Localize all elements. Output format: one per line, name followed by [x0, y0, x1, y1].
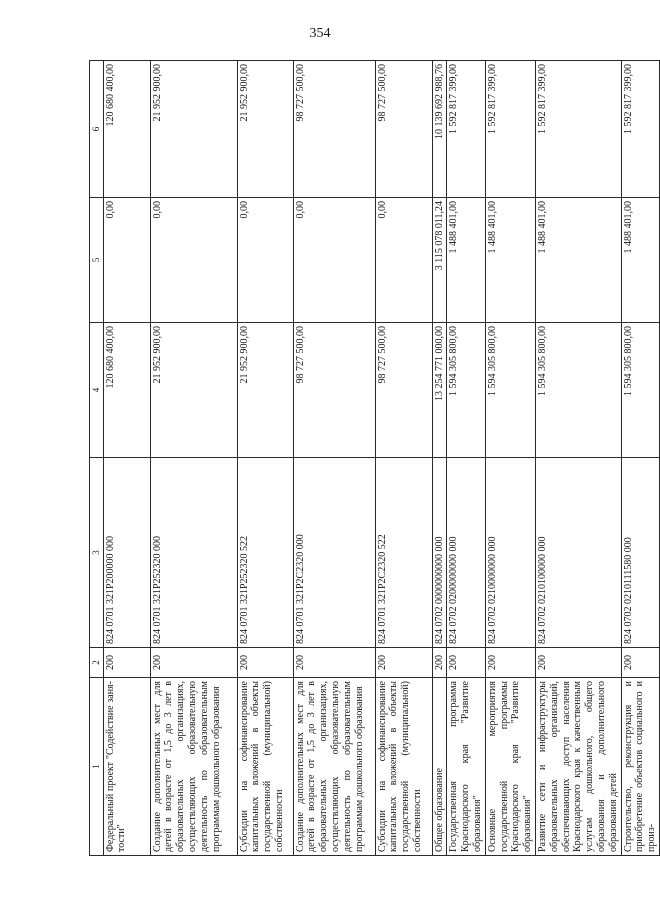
row-total-cell: 120 680 400,00 [103, 61, 150, 198]
row-code-cell: 824 0702 0000000000 000 [432, 458, 447, 648]
row-amount-cell: 1 594 305 800,00 [447, 323, 485, 458]
table-row [432, 61, 447, 856]
row-total-cell: 98 727 500,00 [375, 61, 432, 198]
header-cell: 1 [90, 678, 104, 856]
table-row [621, 61, 659, 856]
row-name-cell: Общее образование [432, 678, 447, 856]
row-col2-cell: 200 [237, 648, 293, 678]
table-row [150, 61, 237, 856]
row-total-cell: 21 952 900,00 [150, 61, 237, 198]
table-row [103, 61, 150, 856]
row-code-cell: 824 0702 0200000000 000 [447, 458, 485, 648]
row-total-cell: 1 592 817 399,00 [621, 61, 659, 198]
header-cell: 5 [90, 198, 104, 323]
header-cell: 4 [90, 323, 104, 458]
rotated-table-container [89, 61, 658, 856]
row-amount-cell: 1 594 305 800,00 [535, 323, 621, 458]
row-code-cell: 824 0701 321P200000 000 [103, 458, 150, 648]
row-amount-cell: 21 952 900,00 [150, 323, 237, 458]
row-name-cell: Государственная программа Краснодарского края "Развитие образования" [447, 678, 485, 856]
budget-table [89, 60, 660, 856]
row-code-cell: 824 0701 321P252320 522 [237, 458, 293, 648]
row-change-cell: 3 115 078 011,24 [432, 198, 447, 323]
row-code-cell: 824 0702 0210111580 000 [621, 458, 659, 648]
table-row [293, 61, 375, 856]
row-total-cell: 1 592 817 399,00 [447, 61, 485, 198]
row-code-cell: 824 0701 321P2C2320 522 [375, 458, 432, 648]
row-name-cell: Создание дополнительных мест для детей в возрасте от 1,5 до 3 лет в образовательных организациях, осуществляющих образовательную деятельность по образовательным программам дошкольного образования [150, 678, 237, 856]
row-col2-cell: 200 [535, 648, 621, 678]
row-amount-cell: 1 594 305 800,00 [621, 323, 659, 458]
header-cell: 6 [90, 61, 104, 198]
row-change-cell: 1 488 401,00 [535, 198, 621, 323]
table-row [237, 61, 293, 856]
page-number: 354 [309, 26, 331, 41]
row-change-cell: 0,00 [375, 198, 432, 323]
row-total-cell: 1 592 817 399,00 [535, 61, 621, 198]
row-change-cell: 1 488 401,00 [447, 198, 485, 323]
row-name-cell: Субсидии на софинансирование капитальных вложений в объекты государственной (муниципальной) собственности [237, 678, 293, 856]
row-change-cell: 1 488 401,00 [621, 198, 659, 323]
row-amount-cell: 13 254 771 000,00 [432, 323, 447, 458]
table-row [485, 61, 535, 856]
row-col2-cell: 200 [103, 648, 150, 678]
table-row [447, 61, 485, 856]
row-change-cell: 0,00 [150, 198, 237, 323]
row-code-cell: 824 0702 0210100000 000 [535, 458, 621, 648]
row-name-cell: Создание дополнительных мест для детей в возрасте от 1,5 до 3 лет в образовательных организациях, осуществляющих образовательную деятельность по образовательным программам дошкольного образования [293, 678, 375, 856]
row-change-cell: 1 488 401,00 [485, 198, 535, 323]
row-total-cell: 21 952 900,00 [237, 61, 293, 198]
row-name-cell: Федеральный проект "Содействие заня-тости" [103, 678, 150, 856]
row-amount-cell: 21 952 900,00 [237, 323, 293, 458]
row-col2-cell: 200 [447, 648, 485, 678]
row-name-cell: Основные мероприятия государственной программы Краснодарского края "Развитие образования" [485, 678, 535, 856]
row-col2-cell: 200 [293, 648, 375, 678]
row-name-cell: Строительство, реконструкция и приобретение объектов социального и произ- [621, 678, 659, 856]
row-col2-cell: 200 [621, 648, 659, 678]
row-amount-cell: 120 680 400,00 [103, 323, 150, 458]
row-col2-cell: 200 [150, 648, 237, 678]
row-total-cell: 10 139 692 988,76 [432, 61, 447, 198]
row-col2-cell: 200 [432, 648, 447, 678]
row-change-cell: 0,00 [237, 198, 293, 323]
row-code-cell: 824 0701 321P2C2320 000 [293, 458, 375, 648]
row-col2-cell: 200 [485, 648, 535, 678]
row-code-cell: 824 0702 0210000000 000 [485, 458, 535, 648]
row-amount-cell: 1 594 305 800,00 [485, 323, 535, 458]
table-row [375, 61, 432, 856]
row-change-cell: 0,00 [103, 198, 150, 323]
table-row [535, 61, 621, 856]
row-total-cell: 1 592 817 399,00 [485, 61, 535, 198]
row-change-cell: 0,00 [293, 198, 375, 323]
row-amount-cell: 98 727 500,00 [293, 323, 375, 458]
row-total-cell: 98 727 500,00 [293, 61, 375, 198]
header-cell: 3 [90, 458, 104, 648]
row-code-cell: 824 0701 321P252320 000 [150, 458, 237, 648]
header-cell: 2 [90, 648, 104, 678]
row-name-cell: Развитие сети и инфраструктуры образовательных организаций, обеспечивающих доступ населения Краснодарского края к качественным услугам дошкольного, общего образования и дополнительного образования детей [535, 678, 621, 856]
row-name-cell: Субсидии на софинансирование капитальных вложений в объекты государственной (муниципальной) собственности [375, 678, 432, 856]
row-col2-cell: 200 [375, 648, 432, 678]
row-amount-cell: 98 727 500,00 [375, 323, 432, 458]
table-header-row [90, 61, 104, 856]
